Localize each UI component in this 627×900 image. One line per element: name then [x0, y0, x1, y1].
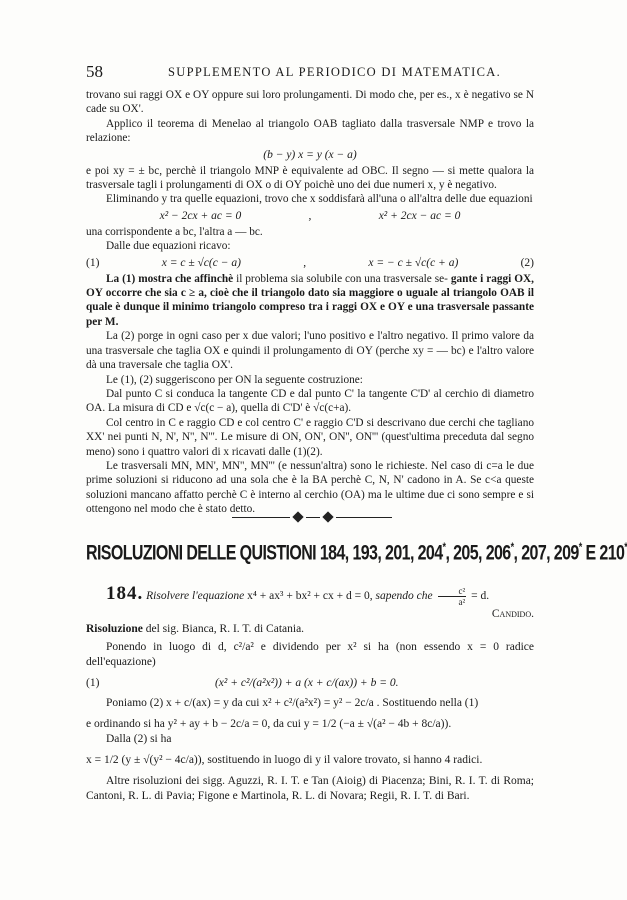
fraction-denominator: a²: [458, 597, 466, 607]
divider-line: [336, 517, 392, 518]
title-star: *: [624, 540, 627, 554]
bold-text: gante i raggi OX, OY occorre che sia c ≥ a, cioè che il triangolo dato sia maggiore o uguale al triangolo OAB il quale è dunque il minimo triangolo compreso tra i raggi OX e OY e una trasversale passante per M.: [86, 272, 534, 328]
bold-text: La (1) mostra che affinchè: [106, 272, 234, 285]
text-line: una corrispondente a bc, l'altra a — bc.: [86, 225, 263, 238]
section-divider: [232, 515, 392, 519]
fraction: [438, 586, 467, 607]
title-text: , 205, 206: [445, 541, 511, 565]
equation-label: (1): [86, 256, 100, 269]
page-number: 58: [86, 62, 103, 81]
problem-statement: [86, 583, 534, 607]
equation-pair: [86, 207, 534, 225]
problem-equation: x⁴ + ax³ + bx² + cx + d = 0,: [247, 590, 373, 603]
title-star: *: [578, 540, 582, 554]
text-line: trovano sui raggi OX e OY oppure sui loro prolungamenti. Di modo che, per es., x è negativo se N cade su OX'.: [86, 89, 534, 116]
solution-author: del sig. Bianca, R. I. T. di Catania.: [145, 623, 305, 635]
equation-b: x² + 2cx − ac = 0: [378, 209, 461, 222]
running-header: [86, 62, 551, 82]
proposer-name: Candido.: [491, 608, 534, 620]
text-line: Dalle due equazioni ricavo:: [106, 240, 231, 253]
text: il problema sia solubile con una trasversale se-: [233, 272, 448, 285]
title-star: *: [510, 540, 514, 554]
title-text: E: [581, 541, 600, 565]
other-solvers: Altre risoluzioni dei sigg. Aguzzi, R. I. T. e Tan (Aioig) di Piacenza; Bini, R. I. T. di Roma; Cantoni, R. L. di Pavia; Figone e Martinola, R. L. di Novara; Regii, R. I. T. di Bari.: [86, 775, 534, 802]
text-line: Eliminando y tra quelle equazioni, trovo che x soddisfarà all'una o all'altra delle due equazioni: [106, 193, 533, 206]
condition-rhs: = d.: [471, 590, 490, 603]
equation-separator: ,: [308, 209, 312, 222]
paragraph: Dal punto C si conduca la tangente CD e dal punto C' la tangente C'D' al cerchio di diametro OA. La misura di CD e √c(c − a), quella di C'D' è √c(c+a).: [86, 387, 534, 415]
section-title: [86, 540, 627, 566]
text-line: e ordinando si ha y² + ay + b − 2c/a = 0, da cui y = 1/2 (−a ± √(a² − 4b + 8c/a)).: [86, 718, 452, 730]
problem-number: 184.: [106, 583, 144, 605]
divider-line: [232, 517, 290, 518]
paragraph: La (2) porge in ogni caso per x due valori; l'uno positivo e l'altro negativo. Il primo valore da una trasversale che taglia OX e quindi il prolungamento di OY (perche xy = — bc) e l'altro valore dà una traversale che taglia OX'.: [86, 330, 534, 372]
title-text: RISOLUZIONI DELLE QUISTIONI 184, 193, 201, 204: [86, 541, 443, 565]
paragraph: [86, 272, 534, 330]
statement-text: sapendo che: [375, 590, 433, 603]
equation-label: (1): [86, 677, 100, 689]
paragraph: Le (1), (2) suggeriscono per ON la seguente costruzione:: [106, 373, 363, 386]
problem-184: [86, 583, 534, 804]
equation-root-2: x = − c ± √c(c + a): [368, 256, 459, 269]
title-star: *: [442, 540, 446, 554]
text-line: Ponendo in luogo di d, c²/a² e dividendo per x² si ha (non essendo x = 0 radice dell'equazione): [86, 641, 534, 668]
divider-line: [306, 517, 320, 518]
section-menelao: [86, 88, 534, 517]
paragraph: Col centro in C e raggio CD e col centro C' e raggio C'D si descrivano due cerchi che tagliano XX' nei punti N, N', N'', N'''. Le misure di ON, ON', ON'', ON''' (quest'ultima preceduta dal segno meno) sono i quattro valori di x ricavati dalle (1)(2).: [86, 416, 534, 458]
solution-label: Risoluzione: [86, 623, 143, 635]
statement-text: Risolvere l'equazione: [146, 590, 245, 603]
fraction-numerator: c²: [438, 586, 467, 597]
equation-label: (2): [520, 256, 534, 269]
equation-menelao: (b − y) x = y (x − a): [263, 148, 357, 161]
equation-root-1: x = c ± √c(c − a): [161, 256, 241, 269]
equation-roots: [86, 254, 534, 272]
text-line: Poniamo (2) x + c/(ax) = y da cui x² + c²/(a²x²) = y² − 2c/a . Sostituendo nella (1): [106, 697, 479, 709]
text-line: Applico il teorema di Menelao al triangolo OAB tagliato dalla trasversale NMP e trovo la relazione:: [86, 117, 534, 145]
running-title: SUPPLEMENTO AL PERIODICO DI MATEMATICA.: [168, 65, 502, 79]
text-line: e poi xy = ± bc, perchè il triangolo MNP è equivalente ad OBC. Il segno — si mette qualora la trasversale tagli i prolungamenti di OX o di OY poichè uno dei due numeri x, y è negativo.: [86, 164, 534, 192]
text-line: Dalla (2) si ha: [106, 733, 172, 745]
equation-1: [86, 674, 534, 692]
title-text: , 207, 209: [513, 541, 579, 565]
title-text: 210: [599, 541, 625, 565]
solution-heading: [86, 622, 534, 637]
text-line: x = 1/2 (y ± √(y² − 4c/a)), sostituendo in luogo di y il valore trovato, si hanno 4 radici.: [86, 754, 483, 766]
equation-separator: ,: [303, 256, 307, 269]
equation-body: (x² + c²/(a²x²)) + a (x + c/(ax)) + b = 0.: [214, 677, 399, 689]
paragraph: Le trasversali MN, MN', MN'', MN''' (e nessun'altra) sono le richieste. Nel caso di c=a le due prime soluzioni si riducono ad una sola che è la BA perchè C, N, N' cadono in A. Se c<a queste soluzioni mancano affatto perchè C è interno al cerchio (OA) ma le ultime due ci sono sempre e si ottengono nel modo che è stato detto.: [86, 459, 534, 516]
equation-a: x² − 2cx + ac = 0: [159, 209, 242, 222]
